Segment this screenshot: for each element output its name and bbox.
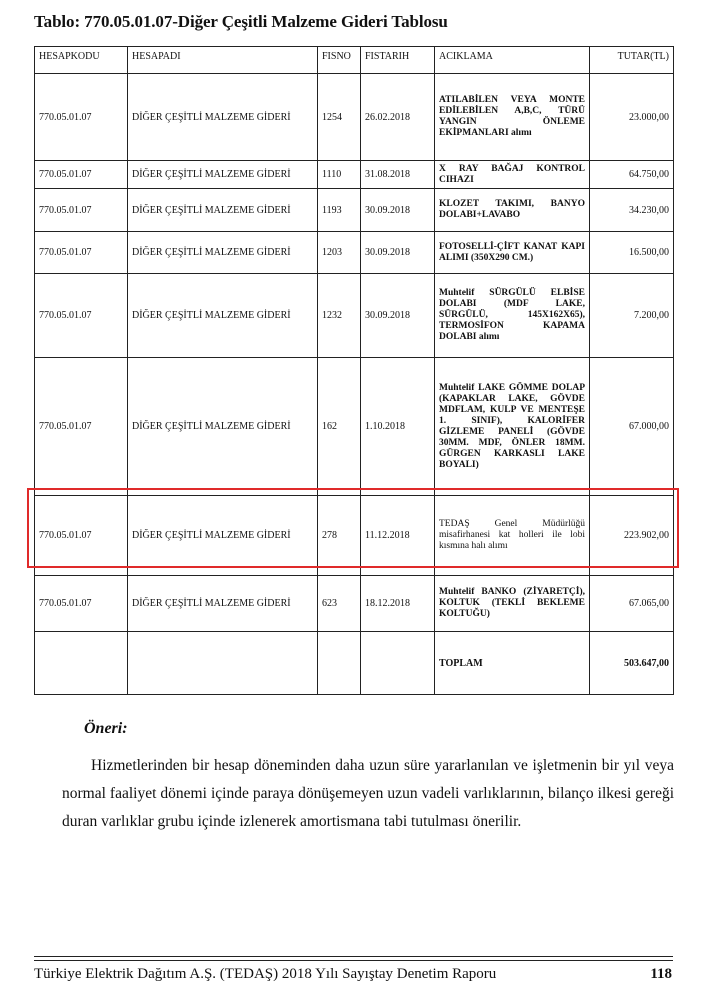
cell-name: DİĞER ÇEŞİTLİ MALZEME GİDERİ [128,274,318,358]
table-row [35,161,674,189]
cell-name: DİĞER ÇEŞİTLİ MALZEME GİDERİ [128,74,318,161]
header-fisno: FISNO [318,47,361,74]
oneri-paragraph: Hizmetlerinden bir hesap döneminden daha uzun süre yararlanılan ve işletmenin bir yıl veya normal faaliyet dönemi içinde paraya dönüşemeyen uzun vadeli varlıklarının, bilanço ilkesi gereği duran varlıklar grubu içinde izlenerek amortismana tabi tutulması önerilir. [62,757,674,830]
header-hesapkodu: HESAPKODU [35,47,128,74]
cell-fisno: 1232 [318,274,361,358]
header-aciklama: ACIKLAMA [435,47,590,74]
cell-date: 30.09.2018 [361,189,435,232]
table-row [35,358,674,496]
cell-name: DİĞER ÇEŞİTLİ MALZEME GİDERİ [128,161,318,189]
cell-desc: Muhtelif SÜRGÜLÜ ELBİSE DOLABI (MDF LAKE, SÜRGÜLÜ, 145X162X65), TERMOSİFON KAPAMA DOLABI alımı [435,274,590,358]
footer-report-title: Türkiye Elektrik Dağıtım A.Ş. (TEDAŞ) 2018 Yılı Sayıştay Denetim Raporu [34,966,497,982]
cell-name: DİĞER ÇEŞİTLİ MALZEME GİDERİ [128,496,318,576]
table-row [35,576,674,632]
footer-divider [34,956,673,961]
cell-amount: 7.200,00 [590,274,674,358]
cell-fisno: 1193 [318,189,361,232]
cell-empty [318,632,361,695]
table-total-row [35,632,674,695]
cell-code: 770.05.01.07 [35,189,128,232]
cell-name: DİĞER ÇEŞİTLİ MALZEME GİDERİ [128,189,318,232]
cell-desc: Muhtelif BANKO (ZİYARETÇİ), KOLTUK (TEKLİ BEKLEME KOLTUĞU) [435,576,590,632]
cell-code: 770.05.01.07 [35,232,128,274]
cell-amount: 23.000,00 [590,74,674,161]
cell-fisno: 1254 [318,74,361,161]
table-row [35,74,674,161]
cell-desc: FOTOSELLİ-ÇİFT KANAT KAPI ALIMI (350X290 CM.) [435,232,590,274]
cell-amount: 34.230,00 [590,189,674,232]
cell-fisno: 623 [318,576,361,632]
cell-empty [128,632,318,695]
oneri-heading: Öneri: [84,720,128,737]
expense-table [34,46,674,695]
page-number: 118 [650,966,672,982]
cell-desc: ATILABİLEN VEYA MONTE EDİLEBİLEN A,B,C, TÜRÜ YANGIN ÖNLEME EKİPMANLARI alımı [435,74,590,161]
cell-desc: TEDAŞ Genel Müdürlüğü misafirhanesi kat holleri ile lobi kısmına halı alımı [435,496,590,576]
cell-amount: 223.902,00 [590,496,674,576]
cell-name: DİĞER ÇEŞİTLİ MALZEME GİDERİ [128,232,318,274]
highlight-box [27,488,679,568]
cell-code: 770.05.01.07 [35,496,128,576]
cell-amount: 64.750,00 [590,161,674,189]
table-row [35,232,674,274]
cell-fisno: 1203 [318,232,361,274]
cell-fisno: 162 [318,358,361,496]
table-title: Tablo: 770.05.01.07-Diğer Çeşitli Malzeme Gideri Tablosu [34,12,448,31]
cell-name: DİĞER ÇEŞİTLİ MALZEME GİDERİ [128,358,318,496]
cell-desc: KLOZET TAKIMI, BANYO DOLABI+LAVABO [435,189,590,232]
cell-amount: 67.000,00 [590,358,674,496]
cell-date: 26.02.2018 [361,74,435,161]
cell-code: 770.05.01.07 [35,274,128,358]
cell-amount: 67.065,00 [590,576,674,632]
header-tutar: TUTAR(TL) [590,47,674,74]
cell-desc: Muhtelif LAKE GÖMME DOLAP (KAPAKLAR LAKE, GÖVDE MDFLAM, KULP VE MENTEŞE 1. SINIF), KALORİFER GİZLEME PANELİ (GÖVDE 30MM. MDF, ÖNLER 18MM. GÜRGEN KARKASLI LAKE BOYALI) [435,358,590,496]
cell-desc: X RAY BAĞAJ KONTROL CIHAZI [435,161,590,189]
cell-date: 30.09.2018 [361,274,435,358]
header-fistarih: FISTARIH [361,47,435,74]
cell-empty [35,632,128,695]
total-amount: 503.647,00 [590,632,674,695]
cell-date: 11.12.2018 [361,496,435,576]
table-header-row [35,47,674,74]
cell-code: 770.05.01.07 [35,358,128,496]
cell-name: DİĞER ÇEŞİTLİ MALZEME GİDERİ [128,576,318,632]
cell-code: 770.05.01.07 [35,74,128,161]
cell-date: 30.09.2018 [361,232,435,274]
cell-fisno: 1110 [318,161,361,189]
cell-amount: 16.500,00 [590,232,674,274]
cell-fisno: 278 [318,496,361,576]
cell-date: 31.08.2018 [361,161,435,189]
cell-date: 18.12.2018 [361,576,435,632]
table-row [35,274,674,358]
cell-code: 770.05.01.07 [35,576,128,632]
cell-empty [361,632,435,695]
header-hesapadi: HESAPADI [128,47,318,74]
cell-code: 770.05.01.07 [35,161,128,189]
table-row [35,189,674,232]
cell-date: 1.10.2018 [361,358,435,496]
total-label: TOPLAM [435,632,590,695]
